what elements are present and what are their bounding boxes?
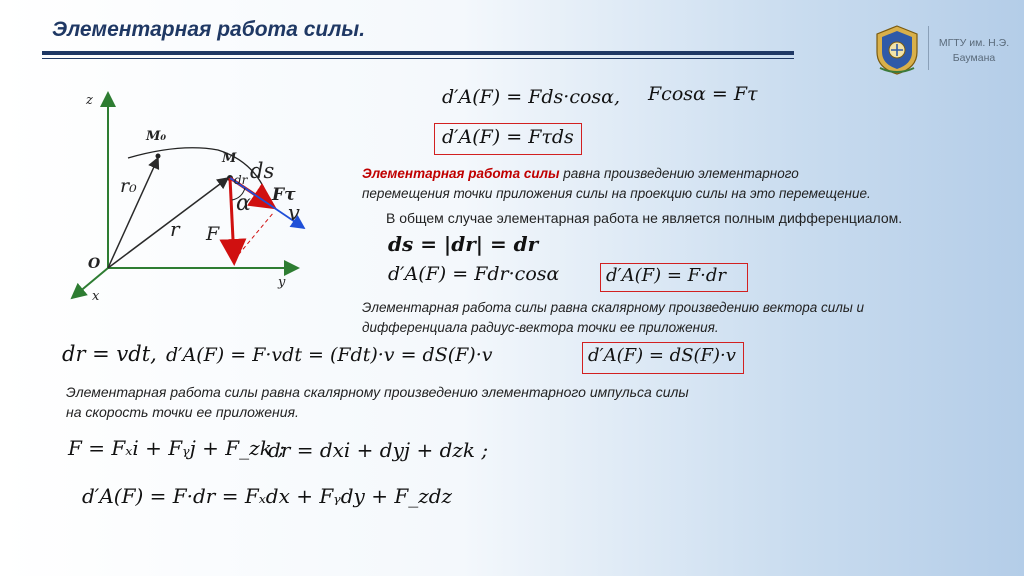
f-tau-label: Fτ — [272, 185, 296, 205]
formula-f-tau: Fcosα = Fτ — [648, 83, 758, 105]
formula-work-dot: d′A(F) = F·dr — [606, 265, 727, 286]
formula-dr-components: dr = dxi + dyj + dzk ; — [268, 438, 489, 462]
vector-diagram — [60, 88, 320, 313]
impulse-paragraph — [66, 382, 886, 422]
force-label: F — [206, 223, 220, 245]
page-title: Элементарная работа силы. — [52, 18, 366, 41]
definition-highlight: Элементарная работа силы — [362, 166, 560, 181]
formula-work-ftau: d′A(F) = Fτds — [442, 126, 574, 148]
x-axis — [72, 268, 108, 298]
force-vector — [230, 178, 234, 260]
dr-label: dr — [234, 173, 248, 187]
formula-work-impulse: d′A(F) = F·vdt = (Fdt)·v = dS(F)·v — [166, 344, 493, 366]
scalar-product-line-1: Элементарная работа силы равна скалярному произведению вектора силы и — [362, 300, 865, 315]
university-name: МГТУ им. Н.Э. Баумана — [938, 37, 1010, 64]
formula-work-dr-cos: d′A(F) = Fdr·cosα — [388, 263, 560, 285]
ds-label: ds — [250, 159, 275, 183]
point-m-label: M — [222, 151, 237, 166]
r0-label: r₀ — [120, 175, 137, 197]
formula-ds-dr: ds = |dr| = dr — [388, 232, 539, 256]
alpha-label: α — [236, 191, 251, 216]
definition-line-2: перемещения точки приложения силы на проекцию силы на это перемещение. — [362, 186, 871, 201]
impulse-line-2: на скорость точки ее приложения. — [66, 404, 299, 420]
projection-line — [234, 212, 274, 260]
point-m0-label: M₀ — [146, 129, 167, 144]
scalar-product-paragraph — [362, 298, 982, 338]
formula-work-components: d′A(F) = F·dr = Fₓdx + Fᵧdy + F_zdz — [82, 484, 453, 508]
axis-label-x: x — [92, 289, 100, 304]
impulse-line-1: Элементарная работа силы равна скалярному произведению элементарного импульса силы — [66, 384, 689, 400]
definition-rest: равна произведению элементарного — [559, 166, 799, 181]
r-label: r — [170, 217, 180, 241]
point-m0 — [156, 154, 161, 159]
title-underline — [42, 51, 794, 55]
university-emblem-icon — [872, 24, 922, 76]
formula-dr-vdt: dr = vdt, — [62, 342, 157, 366]
title-underline-thin — [42, 58, 794, 59]
not-full-differential-note: В общем случае элементарная работа не является полным дифференциалом. — [386, 210, 903, 226]
formula-work-cos: d′A(F) = Fds·cosα, — [442, 86, 621, 108]
origin-label: O — [88, 256, 101, 272]
formula-work-impulse-boxed: d′A(F) = dS(F)·v — [588, 345, 736, 366]
formula-force-components: F = Fₓi + Fᵧj + F_zk ; — [68, 436, 285, 460]
axis-label-y: y — [278, 275, 286, 290]
definition-paragraph — [362, 164, 982, 204]
axis-label-z: z — [86, 93, 93, 108]
header-separator — [928, 26, 929, 70]
velocity-label: v — [288, 201, 300, 225]
scalar-product-line-2: дифференциала радиус-вектора точки ее приложения. — [362, 320, 719, 335]
